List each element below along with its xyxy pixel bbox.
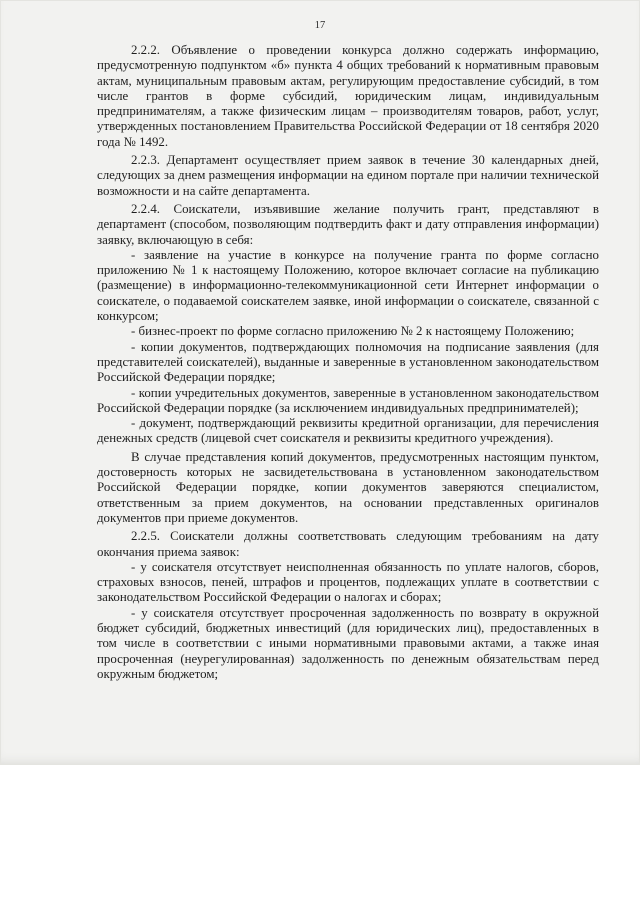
list-item-authority-copies: - копии документов, подтверждающих полномочия на подписание заявления (для представителей соискателей), выданные и заверенные в установленном законодательством Российской Федерации порядке;	[97, 339, 599, 385]
paragraph-2-2-3: 2.2.3. Департамент осуществляет прием заявок в течение 30 календарных дней, следующих за днем размещения информации на едином портале при наличии технической возможности и на сайте департамента.	[97, 153, 599, 198]
list-item-bank-details: - документ, подтверждающий реквизиты кредитной организации, для перечисления денежных средств (лицевой счет соискателя и реквизиты кредитного учреждения).	[97, 416, 599, 446]
document-body	[97, 43, 599, 682]
list-item-no-tax-debt: - у соискателя отсутствует неисполненная обязанность по уплате налогов, сборов, страховых взносов, пеней, штрафов и процентов, подлежащих уплате в соответствии с законодательством Российской Федерации о налогах и сборах;	[97, 559, 599, 605]
page-number: 17	[314, 20, 326, 31]
list-item-business-project: - бизнес-проект по форме согласно приложению № 2 к настоящему Положению;	[131, 324, 575, 339]
paragraph-2-2-5: 2.2.5. Соискатели должны соответствовать следующим требованиям на дату окончания приема заявок:	[97, 529, 599, 559]
paragraph-copies-certification: В случае представления копий документов, предусмотренных настоящим пунктом, достоверность которых не засвидетельствована в установленном законодательством Российской Федерации порядке, копии документов заверяются специалистом, ответственным за прием документов, на основании представленных оригиналов документов при приеме документов.	[97, 449, 599, 525]
paragraph-2-2-4: 2.2.4. Соискатели, изъявившие желание получить грант, представляют в департамент (способом, позволяющим подтвердить факт и дату отправления информации) заявку, включающую в себя:	[97, 201, 599, 247]
list-item-application: - заявление на участие в конкурсе на получение гранта по форме согласно приложению № 1 к настоящему Положению, которое включает согласие на публикацию (размещение) в информационно-телекоммуникационной сети Интернет информации о соискателе, о подаваемой соискателем заявке, иной информации о соискателе, связанной с конкурсом;	[97, 247, 599, 324]
paragraph-2-2-2: 2.2.2. Объявление о проведении конкурса должно содержать информацию, предусмотренную подпунктом «б» пункта 4 общих требований к нормативным правовым актам, муниципальным правовым актам, регулирующим предоставление субсидий, в том числе грантов в форме субсидий, юридическим лицам, индивидуальным предпринимателям, а также физическим лицам – производителям товаров, работ, услуг, утвержденных постановлением Правительства Российской Федерации от 18 сентября 2020 года № 1492.	[97, 43, 599, 149]
list-item-no-budget-debt: - у соискателя отсутствует просроченная задолженность по возврату в окружной бюджет субсидий, бюджетных инвестиций (для юридических лиц), предоставленных в том числе в соответствии с иными нормативными правовыми актами, а также иная просроченная (неурегулированная) задолженность по денежным обязательствам перед окружным бюджетом;	[97, 605, 599, 681]
list-item-founding-documents: - копии учредительных документов, заверенные в установленном законодательством Российской Федерации порядке (за исключением индивидуальных предпринимателей);	[97, 385, 599, 415]
